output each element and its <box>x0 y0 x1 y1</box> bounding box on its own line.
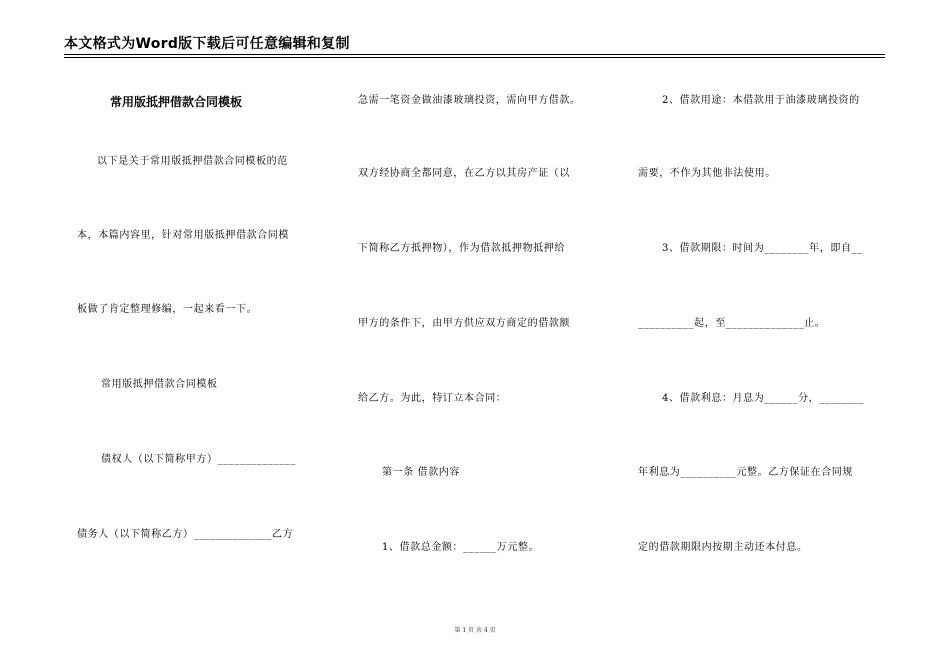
paragraph-line: 板做了肯定整理修编，一起来看一下。 <box>77 304 258 315</box>
paragraph-line: 3、借款期限：时间为________年，即自__ <box>662 243 863 254</box>
paragraph-line: 以下是关于常用版抵押借款合同模板的范 <box>97 156 288 167</box>
paragraph-line: 双方经协商全都同意，在乙方以其房产证（以 <box>358 168 570 179</box>
header-text: 本文格式为Word版下载后可任意编辑和复制 <box>64 36 350 52</box>
paragraph-line: 给乙方。为此，特订立本合同： <box>358 393 507 404</box>
paragraph-line: 第一条 借款内容 <box>382 467 460 478</box>
header-rule-top <box>64 54 885 55</box>
page-number: 第 1 页 共 4 页 <box>454 627 496 634</box>
paragraph-line: 急需一笔资金做油漆玻璃投资，需向甲方借款。 <box>358 95 581 106</box>
paragraph-line: 甲方的条件下，由甲方供应双方商定的借款额 <box>358 318 570 329</box>
paragraph-line: 1、借款总金额：______万元整。 <box>382 542 540 553</box>
header-rule-bottom <box>64 57 885 58</box>
paragraph-line: 债权人（以下简称甲方）______________ <box>101 454 296 465</box>
paragraph-line: 下简称乙方抵押物），作为借款抵押物抵押给 <box>358 243 565 254</box>
paragraph-line: 定的借款期限内按期主动还本付息。 <box>638 542 808 553</box>
paragraph-line: __________起，至______________止。 <box>638 318 826 329</box>
paragraph-line: 需要，不作为其他非法使用。 <box>638 168 776 179</box>
paragraph-line: 债务人（以下简称乙方）______________乙方 <box>77 529 294 540</box>
paragraph-line: 年利息为__________元整。乙方保证在合同规 <box>638 467 853 478</box>
paragraph-line: 2、借款用途：本借款用于油漆玻璃投资的 <box>662 95 860 106</box>
document-title: 常用版抵押借款合同模板 <box>110 95 243 109</box>
paragraph-line: 常用版抵押借款合同模板 <box>101 379 218 390</box>
paragraph-line: 4、借款利息：月息为______分，________ <box>662 393 864 404</box>
paragraph-line: 本，本篇内容里，针对常用版抵押借款合同模 <box>77 230 289 241</box>
